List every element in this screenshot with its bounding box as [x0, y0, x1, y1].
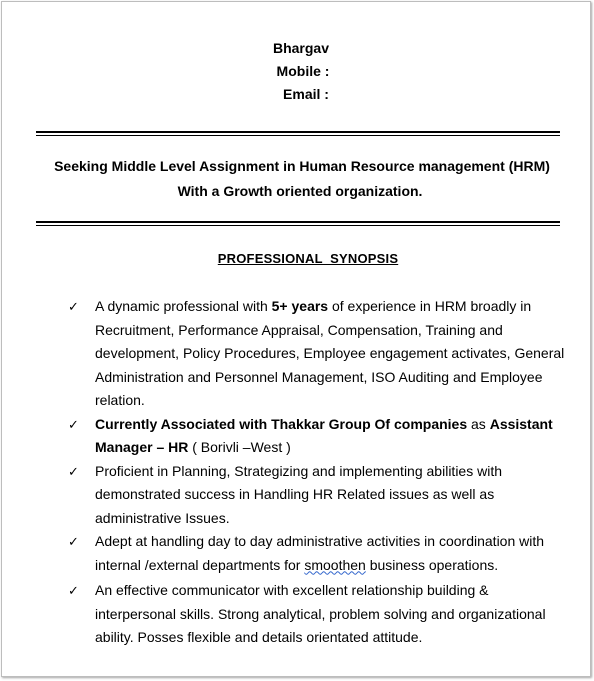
bullet-text-run: business operations.	[365, 556, 499, 573]
bullet-text-run: Adept at handling day to day administrative activities in coordination with internal /external departments for	[95, 533, 545, 573]
bullet-text-run: as	[467, 415, 490, 432]
bullet-text-bold: Currently Associated with Thakkar Group Of companies	[95, 415, 468, 432]
bullet-text-run: An effective communicator with excellent relationship building & interpersonal skills. Strong analytical, problem solving and organizational ability. Posses flexible and details orientated attitude.	[95, 582, 546, 645]
checkmark-icon: ✓	[68, 416, 79, 432]
bullet-text-run: smoothen	[304, 556, 366, 573]
bullet-text	[95, 582, 546, 645]
synopsis-bullet	[68, 460, 568, 531]
objective-line-1: Seeking Middle Level Assignment in Human Resource management (HRM)	[54, 158, 550, 174]
synopsis-bullet-list	[68, 295, 568, 650]
bullet-text-bold: Assistant Manager – HR	[95, 415, 553, 455]
synopsis-bullet	[68, 530, 568, 577]
synopsis-bullet	[68, 413, 568, 460]
bullet-text-run: of experience in HRM broadly in Recruitment, Performance Appraisal, Compensation, Training and development, Policy Procedures, Employee engagement activates, General Administration and Personnel Management, ISO Auditing and Employee relation.	[95, 298, 565, 408]
checkmark-icon: ✓	[68, 463, 79, 479]
bullet-text	[95, 298, 564, 408]
bullet-text-run: ( Borivli –West )	[188, 439, 291, 455]
objective-line-2: With a Growth oriented organization.	[177, 183, 423, 199]
bullet-text-bold: 5+ years	[271, 298, 329, 314]
checkmark-icon: ✓	[68, 299, 79, 314]
mobile-label: Mobile :	[276, 63, 330, 79]
resume-page	[1, 1, 591, 677]
contact-header	[2, 37, 590, 106]
bullet-text	[95, 463, 502, 526]
checkmark-icon: ✓	[68, 534, 79, 549]
divider-top	[36, 131, 560, 136]
synopsis-bullet	[68, 295, 568, 413]
section-title-professional-synopsis	[14, 251, 594, 266]
email-label: Email :	[283, 86, 329, 102]
bullet-text	[95, 416, 553, 456]
divider-bottom	[36, 221, 560, 226]
checkmark-icon: ✓	[68, 583, 79, 598]
synopsis-bullet	[68, 579, 568, 650]
objective-statement	[2, 154, 590, 204]
bullet-text-run: Proficient in Planning, Strategizing and implementing abilities with demonstrated success in Handling HR Related issues as well as administrative Issues.	[95, 462, 502, 526]
section-title-text: PROFESSIONAL SYNOPSIS	[217, 251, 399, 266]
bullet-text-run: A dynamic professional with	[95, 298, 272, 314]
candidate-name: Bhargav	[272, 40, 330, 56]
bullet-text	[95, 533, 544, 573]
